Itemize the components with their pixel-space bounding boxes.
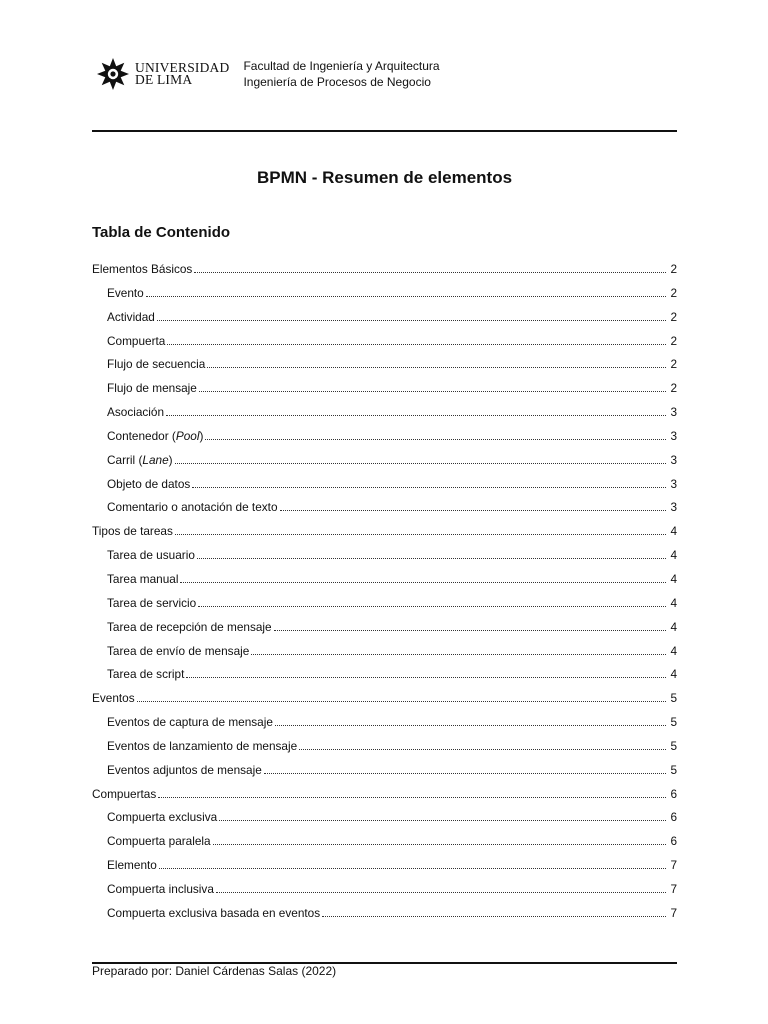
- toc-subsection-link[interactable]: [92, 334, 677, 358]
- toc-section-link[interactable]: [92, 691, 677, 715]
- table-of-contents: [92, 262, 677, 930]
- toc-page-number: 2: [670, 285, 677, 300]
- dot-leader: [198, 606, 666, 607]
- toc-subsection-link[interactable]: [92, 357, 677, 381]
- toc-entry-text: Eventos de captura de mensaje: [107, 715, 273, 730]
- toc-subsection-link[interactable]: [92, 739, 677, 763]
- toc-page-number: 4: [670, 524, 677, 539]
- toc-entry-text: Eventos: [92, 691, 135, 706]
- faculty-name: Facultad de Ingeniería y Arquitectura: [243, 59, 440, 73]
- toc-entry-text: Elementos Básicos: [92, 262, 193, 276]
- dot-leader: [264, 773, 666, 774]
- dot-leader: [207, 367, 666, 368]
- toc-entry-label: [92, 524, 173, 538]
- toc-page-number: 3: [670, 428, 677, 443]
- toc-entry-label: [107, 644, 249, 658]
- dot-leader: [146, 296, 666, 297]
- toc-entry-label: [107, 882, 214, 896]
- toc-page-number: 2: [670, 381, 677, 396]
- toc-subsection-link[interactable]: [92, 453, 677, 477]
- faculty-info: [243, 58, 439, 90]
- footer-credit: Preparado por: Daniel Cárdenas Salas (2022): [92, 964, 337, 978]
- toc-section-link[interactable]: [92, 787, 677, 811]
- toc-subsection-link[interactable]: [92, 405, 677, 429]
- dot-leader: [213, 844, 666, 845]
- toc-subsection-link[interactable]: [92, 548, 677, 572]
- toc-page-number: 5: [670, 715, 677, 730]
- toc-subsection-link[interactable]: [92, 763, 677, 787]
- toc-page-number: 3: [670, 452, 677, 467]
- university-logo: [97, 58, 229, 90]
- toc-entry-text: Compuerta exclusiva basada en eventos: [107, 905, 321, 920]
- toc-entry-label: [107, 739, 297, 753]
- dot-leader: [167, 344, 666, 345]
- toc-entry-text: Actividad: [107, 309, 155, 324]
- toc-entry-label: [92, 787, 156, 801]
- toc-page-number: 4: [670, 571, 677, 586]
- toc-subsection-link[interactable]: [92, 906, 677, 930]
- dot-leader: [175, 534, 666, 535]
- toc-page-number: 5: [670, 691, 677, 706]
- toc-entry-label: [107, 834, 211, 848]
- toc-entry-text: Tarea manual: [107, 571, 179, 586]
- toc-entry-text: Eventos de lanzamiento de mensaje: [107, 738, 298, 753]
- toc-entry-label: [107, 477, 190, 491]
- toc-subsection-link[interactable]: [92, 715, 677, 739]
- toc-subsection-link[interactable]: [92, 620, 677, 644]
- dot-leader: [137, 701, 666, 702]
- toc-entry-label: [107, 620, 272, 634]
- dot-leader: [186, 677, 666, 678]
- toc-entry-label: [92, 262, 192, 276]
- toc-page-number: 2: [670, 357, 677, 372]
- toc-entry-text: Compuerta exclusiva: [107, 810, 218, 825]
- dot-leader: [275, 725, 666, 726]
- toc-subsection-link[interactable]: [92, 572, 677, 596]
- toc-section-link[interactable]: [92, 524, 677, 548]
- dot-leader: [197, 558, 666, 559]
- toc-entry-text: Tipos de tareas: [92, 524, 173, 539]
- toc-entry-label: [107, 596, 196, 610]
- toc-entry-text: Tarea de recepción de mensaje: [107, 619, 272, 634]
- toc-entry-italic-term: Pool: [175, 428, 200, 443]
- toc-page-number: 4: [670, 619, 677, 634]
- toc-subsection-link[interactable]: [92, 858, 677, 882]
- toc-entry-label: [107, 429, 203, 443]
- toc-subsection-link[interactable]: [92, 429, 677, 453]
- dot-leader: [205, 439, 666, 440]
- dot-leader: [280, 510, 666, 511]
- toc-entry-label: [107, 548, 195, 562]
- toc-entry-text: Tarea de servicio: [107, 595, 197, 610]
- toc-page-number: 7: [670, 881, 677, 896]
- toc-entry-label: [107, 334, 165, 348]
- dot-leader: [180, 582, 666, 583]
- toc-page-number: 5: [670, 738, 677, 753]
- toc-heading: Tabla de Contenido: [92, 224, 231, 241]
- toc-subsection-link[interactable]: [92, 834, 677, 858]
- toc-page-number: 7: [670, 858, 677, 873]
- dot-leader: [274, 630, 666, 631]
- dot-leader: [194, 272, 666, 273]
- toc-entry-text: Tarea de envío de mensaje: [107, 643, 250, 658]
- toc-entry-text: Objeto de datos: [107, 476, 191, 491]
- toc-entry-text: Compuerta: [107, 333, 166, 348]
- toc-entry-text: Elemento: [107, 858, 157, 873]
- toc-section-link[interactable]: [92, 262, 677, 286]
- toc-entry-label: [107, 858, 157, 872]
- toc-entry-text-suffix: ): [168, 452, 173, 467]
- logo-wordmark: [135, 62, 229, 86]
- dot-leader: [157, 320, 666, 321]
- toc-entry-text: Comentario o anotación de texto: [107, 500, 278, 515]
- toc-subsection-link[interactable]: [92, 381, 677, 405]
- toc-subsection-link[interactable]: [92, 644, 677, 668]
- toc-entry-label: [107, 667, 184, 681]
- dot-leader: [159, 868, 666, 869]
- toc-page-number: 4: [670, 595, 677, 610]
- dot-leader: [322, 916, 666, 917]
- toc-entry-text-suffix: ): [199, 428, 204, 443]
- toc-entry-label: [107, 405, 164, 419]
- toc-page-number: 2: [670, 309, 677, 324]
- toc-subsection-link[interactable]: [92, 596, 677, 620]
- toc-page-number: 5: [670, 762, 677, 777]
- toc-entry-text: Compuerta paralela: [107, 834, 211, 849]
- toc-entry-text: Evento: [107, 285, 144, 300]
- toc-subsection-link[interactable]: [92, 882, 677, 906]
- header-divider: [92, 130, 677, 132]
- toc-entry-italic-term: Lane: [142, 452, 169, 467]
- dot-leader: [199, 391, 666, 392]
- toc-page-number: 2: [670, 262, 677, 276]
- star-emblem-icon: [97, 58, 129, 90]
- toc-entry-text: Eventos adjuntos de mensaje: [107, 762, 262, 777]
- toc-entry-text: Asociación: [107, 405, 165, 420]
- toc-entry-text: Tarea de script: [107, 667, 185, 682]
- toc-entry-label: [107, 763, 262, 777]
- toc-page-number: 3: [670, 500, 677, 515]
- toc-entry-text: Compuerta inclusiva: [107, 881, 214, 896]
- toc-subsection-link[interactable]: [92, 310, 677, 334]
- toc-entry-label: [107, 500, 278, 514]
- logo-line-2: DE LIMA: [135, 72, 193, 87]
- toc-page-number: 3: [670, 476, 677, 491]
- dot-leader: [175, 463, 666, 464]
- toc-entry-text: Carril (: [107, 452, 143, 467]
- toc-page-number: 4: [670, 667, 677, 682]
- toc-entry-label: [92, 691, 135, 705]
- toc-entry-label: [107, 453, 173, 467]
- toc-entry-label: [107, 572, 178, 586]
- toc-entry-label: [107, 310, 155, 324]
- toc-page-number: 6: [670, 834, 677, 849]
- dot-leader: [299, 749, 666, 750]
- toc-page-number: 3: [670, 405, 677, 420]
- toc-page-number: 4: [670, 548, 677, 563]
- toc-entry-text: Contenedor (: [107, 428, 176, 443]
- toc-page-number: 6: [670, 786, 677, 801]
- dot-leader: [216, 892, 666, 893]
- toc-entry-label: [107, 357, 205, 371]
- program-name: Ingeniería de Procesos de Negocio: [243, 75, 431, 89]
- logo-line-1: UNIVERSIDAD: [135, 60, 230, 75]
- toc-entry-text: Flujo de secuencia: [107, 357, 206, 372]
- toc-entry-label: [107, 906, 320, 920]
- page-header: [97, 58, 440, 90]
- toc-page-number: 6: [670, 810, 677, 825]
- toc-entry-text: Flujo de mensaje: [107, 381, 197, 396]
- toc-entry-text: Compuertas: [92, 786, 157, 801]
- dot-leader: [251, 654, 666, 655]
- toc-entry-label: [107, 381, 197, 395]
- toc-page-number: 2: [670, 333, 677, 348]
- toc-subsection-link[interactable]: [92, 477, 677, 501]
- toc-subsection-link[interactable]: [92, 810, 677, 834]
- document-title: BPMN - Resumen de elementos: [256, 168, 513, 187]
- dot-leader: [166, 415, 666, 416]
- toc-entry-label: [107, 286, 144, 300]
- toc-subsection-link[interactable]: [92, 667, 677, 691]
- dot-leader: [158, 797, 666, 798]
- toc-subsection-link[interactable]: [92, 286, 677, 310]
- dot-leader: [192, 487, 666, 488]
- toc-entry-label: [107, 810, 217, 824]
- toc-page-number: 7: [670, 905, 677, 920]
- toc-entry-label: [107, 715, 273, 729]
- toc-page-number: 4: [670, 643, 677, 658]
- toc-entry-text: Tarea de usuario: [107, 548, 195, 563]
- dot-leader: [219, 820, 666, 821]
- toc-subsection-link[interactable]: [92, 500, 677, 524]
